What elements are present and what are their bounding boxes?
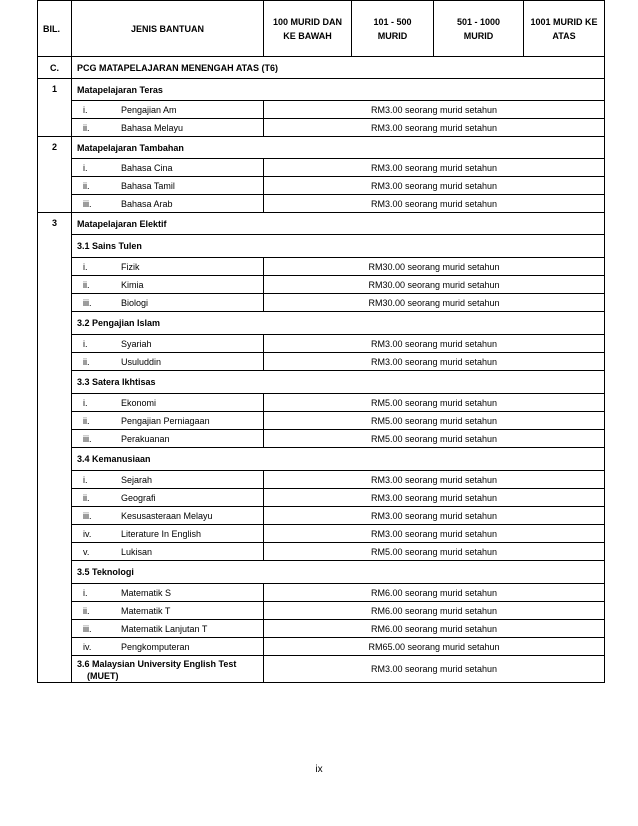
item-amount: RM3.00 seorang murid setahun <box>264 507 605 525</box>
item-roman: ii. <box>83 279 90 290</box>
item-name: Biologi <box>121 297 149 308</box>
subgroup-title: 3.4 Kemanusiaan <box>72 448 605 471</box>
header-1001-line1: 1001 MURID KE <box>530 16 598 27</box>
table-row <box>38 620 605 638</box>
header-101-line2: MURID <box>377 30 408 41</box>
item-roman: v. <box>83 546 90 557</box>
item-name: Fizik <box>121 261 140 272</box>
item-roman: i. <box>83 338 88 349</box>
item-name-cell <box>72 507 264 525</box>
group-row <box>38 137 605 159</box>
item-name-cell <box>72 602 264 620</box>
table-row <box>38 335 605 353</box>
muet-title <box>72 656 264 683</box>
subgroup-title: 3.2 Pengajian Islam <box>72 312 605 335</box>
item-name-cell <box>72 159 264 177</box>
item-name-cell <box>72 119 264 137</box>
item-amount: RM6.00 seorang murid setahun <box>264 584 605 602</box>
item-name: Kimia <box>121 279 144 290</box>
muet-title-line2: (MUET) <box>87 671 119 681</box>
item-name-cell <box>72 584 264 602</box>
item-roman: ii. <box>83 415 90 426</box>
muet-amount: RM3.00 seorang murid setahun <box>264 656 605 683</box>
item-name-cell <box>72 335 264 353</box>
table-row <box>38 602 605 620</box>
table-row <box>38 584 605 602</box>
item-name-cell <box>72 353 264 371</box>
item-roman: i. <box>83 104 88 115</box>
item-name: Sejarah <box>121 474 153 485</box>
item-roman: ii. <box>83 122 90 133</box>
item-name: Literature In English <box>121 528 202 539</box>
item-name: Usuluddin <box>121 356 162 367</box>
table-row <box>38 430 605 448</box>
header-501-line1: 501 - 1000 <box>456 16 501 27</box>
section-title: PCG MATAPELAJARAN MENENGAH ATAS (T6) <box>72 57 605 79</box>
header-row <box>38 1 605 57</box>
group-title: Matapelajaran Teras <box>72 79 605 101</box>
group-title: Matapelajaran Tambahan <box>72 137 605 159</box>
document-page <box>37 0 604 683</box>
header-501-line2: MURID <box>463 30 494 41</box>
table-row <box>38 119 605 137</box>
item-amount: RM3.00 seorang murid setahun <box>264 489 605 507</box>
item-amount: RM5.00 seorang murid setahun <box>264 394 605 412</box>
subgroup-row <box>38 312 605 335</box>
item-name-cell <box>72 276 264 294</box>
item-name: Bahasa Arab <box>121 198 173 209</box>
item-name: Matematik Lanjutan T <box>121 623 208 634</box>
item-roman: i. <box>83 162 88 173</box>
item-name-cell <box>72 489 264 507</box>
subgroup-row <box>38 371 605 394</box>
header-1001-line2: ATAS <box>552 30 576 41</box>
table-row <box>38 638 605 656</box>
section-code: C. <box>38 57 72 79</box>
item-amount: RM5.00 seorang murid setahun <box>264 412 605 430</box>
group-number: 3 <box>38 213 72 683</box>
item-roman: iii. <box>83 623 92 634</box>
item-roman: iv. <box>83 641 92 652</box>
item-amount: RM3.00 seorang murid setahun <box>264 177 605 195</box>
table-row <box>38 177 605 195</box>
item-name: Lukisan <box>121 546 153 557</box>
table-row <box>38 276 605 294</box>
table-row <box>38 471 605 489</box>
table-row <box>38 294 605 312</box>
item-roman: ii. <box>83 492 90 503</box>
header-1001-murid <box>524 1 605 57</box>
table-row <box>38 353 605 371</box>
item-amount: RM6.00 seorang murid setahun <box>264 620 605 638</box>
header-501-1000 <box>434 1 524 57</box>
item-name: Geografi <box>121 492 156 503</box>
item-name-cell <box>72 394 264 412</box>
item-amount: RM3.00 seorang murid setahun <box>264 471 605 489</box>
item-roman: i. <box>83 397 88 408</box>
muet-row <box>38 656 605 683</box>
item-amount: RM6.00 seorang murid setahun <box>264 602 605 620</box>
item-name-cell <box>72 177 264 195</box>
header-jenis-bantuan: JENIS BANTUAN <box>72 1 264 57</box>
item-amount: RM3.00 seorang murid setahun <box>264 335 605 353</box>
assistance-table <box>37 0 605 683</box>
item-roman: iii. <box>83 433 92 444</box>
item-amount: RM5.00 seorang murid setahun <box>264 430 605 448</box>
item-amount: RM3.00 seorang murid setahun <box>264 119 605 137</box>
table-row <box>38 159 605 177</box>
item-roman: ii. <box>83 605 90 616</box>
item-name-cell <box>72 620 264 638</box>
item-roman: iii. <box>83 510 92 521</box>
header-100-line2: KE BAWAH <box>283 30 332 41</box>
table-row <box>38 525 605 543</box>
header-100-murid <box>264 1 352 57</box>
table-row <box>38 412 605 430</box>
item-name: Pengkomputeran <box>121 641 190 652</box>
item-name-cell <box>72 195 264 213</box>
table-row <box>38 101 605 119</box>
item-name: Bahasa Melayu <box>121 122 184 133</box>
item-roman: iii. <box>83 297 92 308</box>
header-bil: BIL. <box>38 1 72 57</box>
item-amount: RM3.00 seorang murid setahun <box>264 353 605 371</box>
item-amount: RM30.00 seorang murid setahun <box>264 294 605 312</box>
item-name-cell <box>72 543 264 561</box>
item-amount: RM30.00 seorang murid setahun <box>264 276 605 294</box>
item-name-cell <box>72 638 264 656</box>
subgroup-title: 3.3 Satera Ikhtisas <box>72 371 605 394</box>
item-name: Bahasa Cina <box>121 162 173 173</box>
table-row <box>38 507 605 525</box>
item-amount: RM5.00 seorang murid setahun <box>264 543 605 561</box>
item-roman: iii. <box>83 198 92 209</box>
subgroup-row <box>38 235 605 258</box>
group-title: Matapelajaran Elektif <box>72 213 605 235</box>
table-row <box>38 195 605 213</box>
item-name-cell <box>72 258 264 276</box>
group-number: 1 <box>38 79 72 137</box>
group-row <box>38 79 605 101</box>
header-101-500 <box>352 1 434 57</box>
item-roman: i. <box>83 261 88 272</box>
item-name-cell <box>72 101 264 119</box>
group-number: 2 <box>38 137 72 213</box>
group-row <box>38 213 605 235</box>
item-name-cell <box>72 430 264 448</box>
item-roman: i. <box>83 474 88 485</box>
item-amount: RM3.00 seorang murid setahun <box>264 195 605 213</box>
item-name: Matematik S <box>121 587 172 598</box>
item-name: Pengajian Perniagaan <box>121 415 210 426</box>
item-amount: RM30.00 seorang murid setahun <box>264 258 605 276</box>
item-name-cell <box>72 525 264 543</box>
subgroup-title: 3.5 Teknologi <box>72 561 605 584</box>
subgroup-title: 3.1 Sains Tulen <box>72 235 605 258</box>
item-amount: RM3.00 seorang murid setahun <box>264 101 605 119</box>
table-row <box>38 543 605 561</box>
item-name: Bahasa Tamil <box>121 180 175 191</box>
subgroup-row <box>38 448 605 471</box>
item-name: Syariah <box>121 338 152 349</box>
item-roman: ii. <box>83 356 90 367</box>
item-name: Kesusasteraan Melayu <box>121 510 213 521</box>
muet-title-line1: 3.6 Malaysian University English Test <box>77 659 237 669</box>
item-amount: RM3.00 seorang murid setahun <box>264 525 605 543</box>
subgroup-row <box>38 561 605 584</box>
table-row <box>38 258 605 276</box>
item-name: Perakuanan <box>121 433 170 444</box>
item-name-cell <box>72 294 264 312</box>
item-amount: RM3.00 seorang murid setahun <box>264 159 605 177</box>
table-row <box>38 489 605 507</box>
item-name-cell <box>72 412 264 430</box>
header-100-line1: 100 MURID DAN <box>272 16 342 27</box>
item-name: Ekonomi <box>121 397 157 408</box>
item-name: Pengajian Am <box>121 104 177 115</box>
item-name: Matematik T <box>121 605 171 616</box>
table-row <box>38 394 605 412</box>
item-name-cell <box>72 471 264 489</box>
item-roman: ii. <box>83 180 90 191</box>
section-row <box>38 57 605 79</box>
page-number: ix <box>315 764 323 775</box>
header-101-line1: 101 - 500 <box>373 16 412 27</box>
item-amount: RM65.00 seorang murid setahun <box>264 638 605 656</box>
item-roman: i. <box>83 587 88 598</box>
item-roman: iv. <box>83 528 92 539</box>
